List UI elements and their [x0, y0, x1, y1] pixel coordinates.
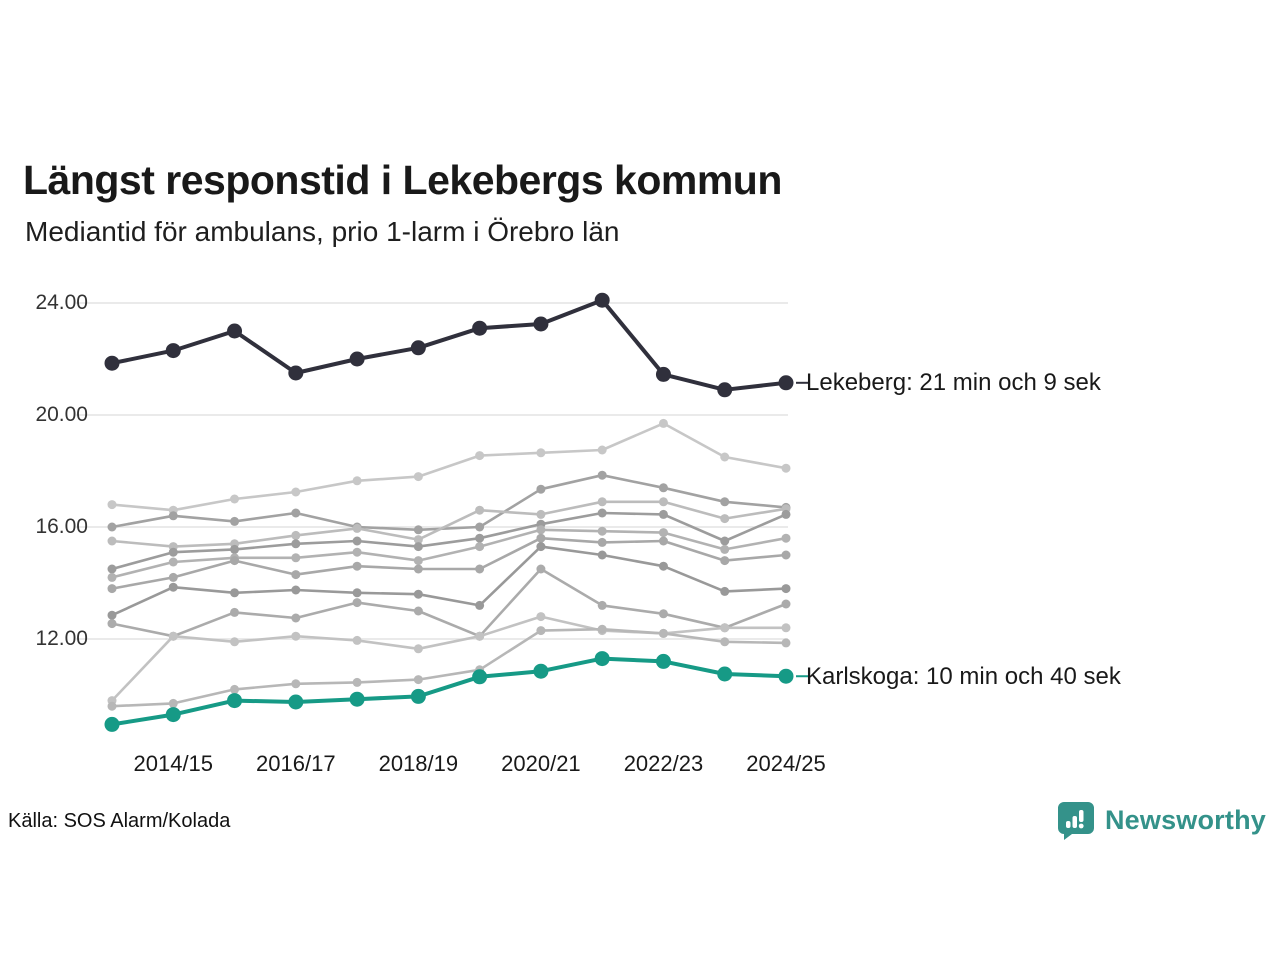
- data-point: [659, 562, 668, 571]
- data-point: [720, 556, 729, 565]
- data-point: [536, 510, 545, 519]
- data-point: [659, 537, 668, 546]
- data-point: [288, 695, 303, 710]
- data-point: [536, 525, 545, 534]
- data-point: [291, 570, 300, 579]
- data-point: [659, 497, 668, 506]
- data-point: [475, 534, 484, 543]
- data-point: [475, 523, 484, 532]
- data-point: [536, 534, 545, 543]
- data-point: [779, 375, 794, 390]
- series-line-other-municipality-7: [112, 547, 786, 616]
- data-point: [414, 542, 423, 551]
- data-point: [472, 321, 487, 336]
- data-point: [105, 356, 120, 371]
- data-point: [291, 531, 300, 540]
- data-point: [291, 553, 300, 562]
- data-point: [533, 664, 548, 679]
- data-point: [659, 629, 668, 638]
- data-point: [475, 542, 484, 551]
- bar-chart-speech-bubble-icon: [1056, 800, 1096, 840]
- data-point: [414, 590, 423, 599]
- series-line-other-municipality-8: [112, 569, 786, 636]
- source-note: Källa: SOS Alarm/Kolada: [8, 810, 231, 832]
- data-point: [291, 539, 300, 548]
- x-tick-label: 2020/21: [501, 751, 581, 776]
- data-point: [720, 537, 729, 546]
- data-point: [166, 707, 181, 722]
- data-point: [353, 636, 362, 645]
- data-point: [720, 623, 729, 632]
- data-point: [169, 558, 178, 567]
- data-point: [230, 685, 239, 694]
- x-tick-label: 2018/19: [378, 751, 459, 776]
- page-subtitle: Mediantid för ambulans, prio 1-larm i Örebro län: [25, 216, 620, 247]
- data-point: [291, 586, 300, 595]
- data-point: [782, 510, 791, 519]
- data-point: [169, 632, 178, 641]
- data-point: [782, 534, 791, 543]
- data-point: [166, 343, 181, 358]
- data-point: [598, 471, 607, 480]
- data-point: [353, 562, 362, 571]
- x-tick-label: 2024/25: [746, 751, 826, 776]
- data-point: [414, 565, 423, 574]
- data-point: [108, 611, 117, 620]
- data-point: [227, 693, 242, 708]
- data-point: [656, 367, 671, 382]
- data-point: [411, 689, 426, 704]
- data-point: [717, 382, 732, 397]
- data-point: [536, 626, 545, 635]
- data-point: [414, 675, 423, 684]
- series-line-lekeberg: [112, 300, 786, 390]
- data-point: [169, 548, 178, 557]
- data-point: [169, 511, 178, 520]
- data-point: [659, 419, 668, 428]
- data-point: [659, 483, 668, 492]
- data-point: [108, 584, 117, 593]
- data-point: [782, 584, 791, 593]
- data-point: [782, 600, 791, 609]
- data-point: [291, 488, 300, 497]
- data-point: [288, 366, 303, 381]
- data-point: [353, 476, 362, 485]
- brand-name: Newsworthy: [1104, 804, 1266, 835]
- y-tick-label: 24.00: [35, 291, 88, 314]
- data-point: [227, 324, 242, 339]
- data-point: [291, 632, 300, 641]
- y-tick-label: 12.00: [35, 627, 88, 650]
- data-point: [414, 472, 423, 481]
- data-point: [414, 607, 423, 616]
- page-title: Längst responstid i Lekebergs kommun: [23, 157, 782, 204]
- data-point: [475, 506, 484, 515]
- data-point: [595, 293, 610, 308]
- data-point: [350, 692, 365, 707]
- data-point: [598, 527, 607, 536]
- data-point: [108, 537, 117, 546]
- data-point: [414, 556, 423, 565]
- series-label-lekeberg: Lekeberg: 21 min och 9 sek: [806, 369, 1101, 396]
- data-point: [536, 612, 545, 621]
- x-tick-label: 2014/15: [133, 751, 214, 776]
- data-point: [169, 573, 178, 582]
- data-point: [779, 669, 794, 684]
- data-point: [291, 679, 300, 688]
- data-point: [108, 500, 117, 509]
- data-point: [230, 637, 239, 646]
- data-point: [720, 453, 729, 462]
- brand-logo: [1056, 800, 1266, 840]
- data-point: [230, 545, 239, 554]
- data-point: [353, 598, 362, 607]
- data-point: [720, 637, 729, 646]
- data-point: [475, 632, 484, 641]
- data-point: [536, 565, 545, 574]
- data-point: [598, 601, 607, 610]
- data-point: [472, 669, 487, 684]
- data-point: [782, 623, 791, 632]
- data-point: [414, 525, 423, 534]
- data-point: [598, 446, 607, 455]
- data-point: [169, 583, 178, 592]
- y-tick-label: 16.00: [35, 515, 88, 538]
- data-point: [230, 517, 239, 526]
- x-tick-label: 2022/23: [623, 751, 704, 776]
- data-point: [105, 717, 120, 732]
- data-point: [353, 537, 362, 546]
- data-point: [598, 497, 607, 506]
- data-point: [108, 565, 117, 574]
- data-point: [230, 588, 239, 597]
- data-point: [353, 588, 362, 597]
- data-point: [533, 317, 548, 332]
- data-point: [475, 601, 484, 610]
- data-point: [659, 609, 668, 618]
- data-point: [414, 644, 423, 653]
- data-point: [108, 573, 117, 582]
- series-line-karlskoga: [112, 659, 786, 725]
- series-label-karlskoga: Karlskoga: 10 min och 40 sek: [806, 663, 1121, 690]
- data-point: [717, 667, 732, 682]
- x-tick-label: 2016/17: [256, 751, 336, 776]
- data-point: [108, 523, 117, 532]
- data-point: [656, 654, 671, 669]
- data-point: [536, 542, 545, 551]
- data-point: [353, 524, 362, 533]
- data-point: [598, 538, 607, 547]
- data-point: [536, 448, 545, 457]
- data-point: [720, 587, 729, 596]
- data-point: [108, 619, 117, 628]
- data-point: [411, 340, 426, 355]
- data-point: [475, 451, 484, 460]
- y-tick-label: 20.00: [35, 403, 88, 426]
- data-point: [598, 551, 607, 560]
- data-point: [598, 509, 607, 518]
- data-point: [659, 510, 668, 519]
- data-point: [782, 464, 791, 473]
- series-line-other-municipality-1: [112, 423, 786, 510]
- data-point: [230, 556, 239, 565]
- data-point: [169, 699, 178, 708]
- data-point: [782, 638, 791, 647]
- data-point: [353, 548, 362, 557]
- data-point: [353, 678, 362, 687]
- data-point: [108, 702, 117, 711]
- data-point: [598, 625, 607, 634]
- data-point: [230, 608, 239, 617]
- data-point: [291, 509, 300, 518]
- data-point: [720, 497, 729, 506]
- data-point: [350, 352, 365, 367]
- data-point: [720, 545, 729, 554]
- data-point: [720, 514, 729, 523]
- data-point: [595, 651, 610, 666]
- data-point: [536, 485, 545, 494]
- data-point: [230, 495, 239, 504]
- data-point: [291, 614, 300, 623]
- data-point: [782, 551, 791, 560]
- data-point: [659, 528, 668, 537]
- series-line-other-municipality-4: [112, 513, 786, 569]
- data-point: [475, 565, 484, 574]
